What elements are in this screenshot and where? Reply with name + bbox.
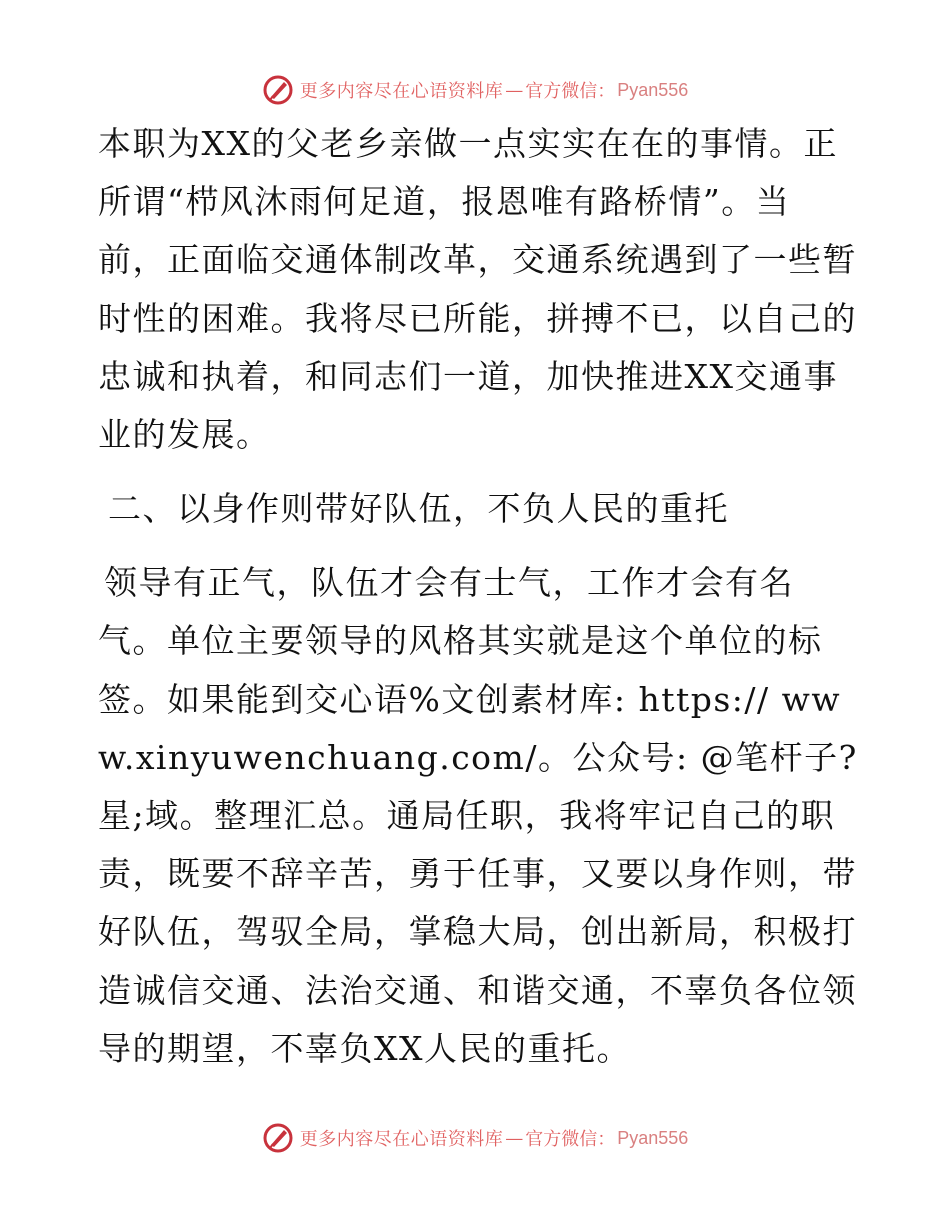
- paragraph-1: 本职为XX的父老乡亲做一点实实在在的事情。正所谓“栉风沐雨何足道，报恩唯有路桥情”。当前，正面临交通体制改革，交通系统遇到了一些暂时性的困难。我将尽已所能，拼搏不已，以自己的忠诚和执着，和同志们一道，加快推进XX交通事业的发展。: [98, 124, 857, 455]
- quill-logo-icon: [262, 74, 294, 106]
- banner-site-text: 更多内容尽在心语资料库: [299, 81, 504, 102]
- banner-site-text: 更多内容尽在心语资料库: [299, 1129, 504, 1150]
- banner-wechat-handle: Pyan556: [617, 79, 689, 100]
- banner-wechat-label: 官方微信：: [525, 81, 616, 102]
- document-body: [98, 115, 858, 1078]
- banner-wechat-handle: Pyan556: [617, 1127, 689, 1148]
- paragraph-2: 领导有正气，队伍才会有士气，工作才会有名气。单位主要领导的风格其实就是这个单位的标签。如果能到交心语%文创素材库: https:// www.xinyuwenchuang.com/。公众号: @笔杆子?星;域。整理汇总。通局任职，我将牢记自己的职责，既要不辞辛苦，勇于任事，又要以身作则，带好队伍，驾驭全局，掌稳大局，创出新局，积极打造诚信交通、法治交通、和谐交通，不辜负各位领导的期望，不辜负XX人民的重托。: [98, 563, 858, 1068]
- quill-logo-icon: [262, 1122, 294, 1154]
- section-heading-2: 二、以身作则带好队伍，不负人民的重托: [108, 489, 729, 529]
- header-banner: [0, 70, 950, 110]
- footer-banner: [0, 1118, 950, 1158]
- banner-separator: —: [505, 79, 524, 101]
- banner-separator: —: [505, 1127, 524, 1149]
- banner-wechat-label: 官方微信：: [525, 1129, 616, 1150]
